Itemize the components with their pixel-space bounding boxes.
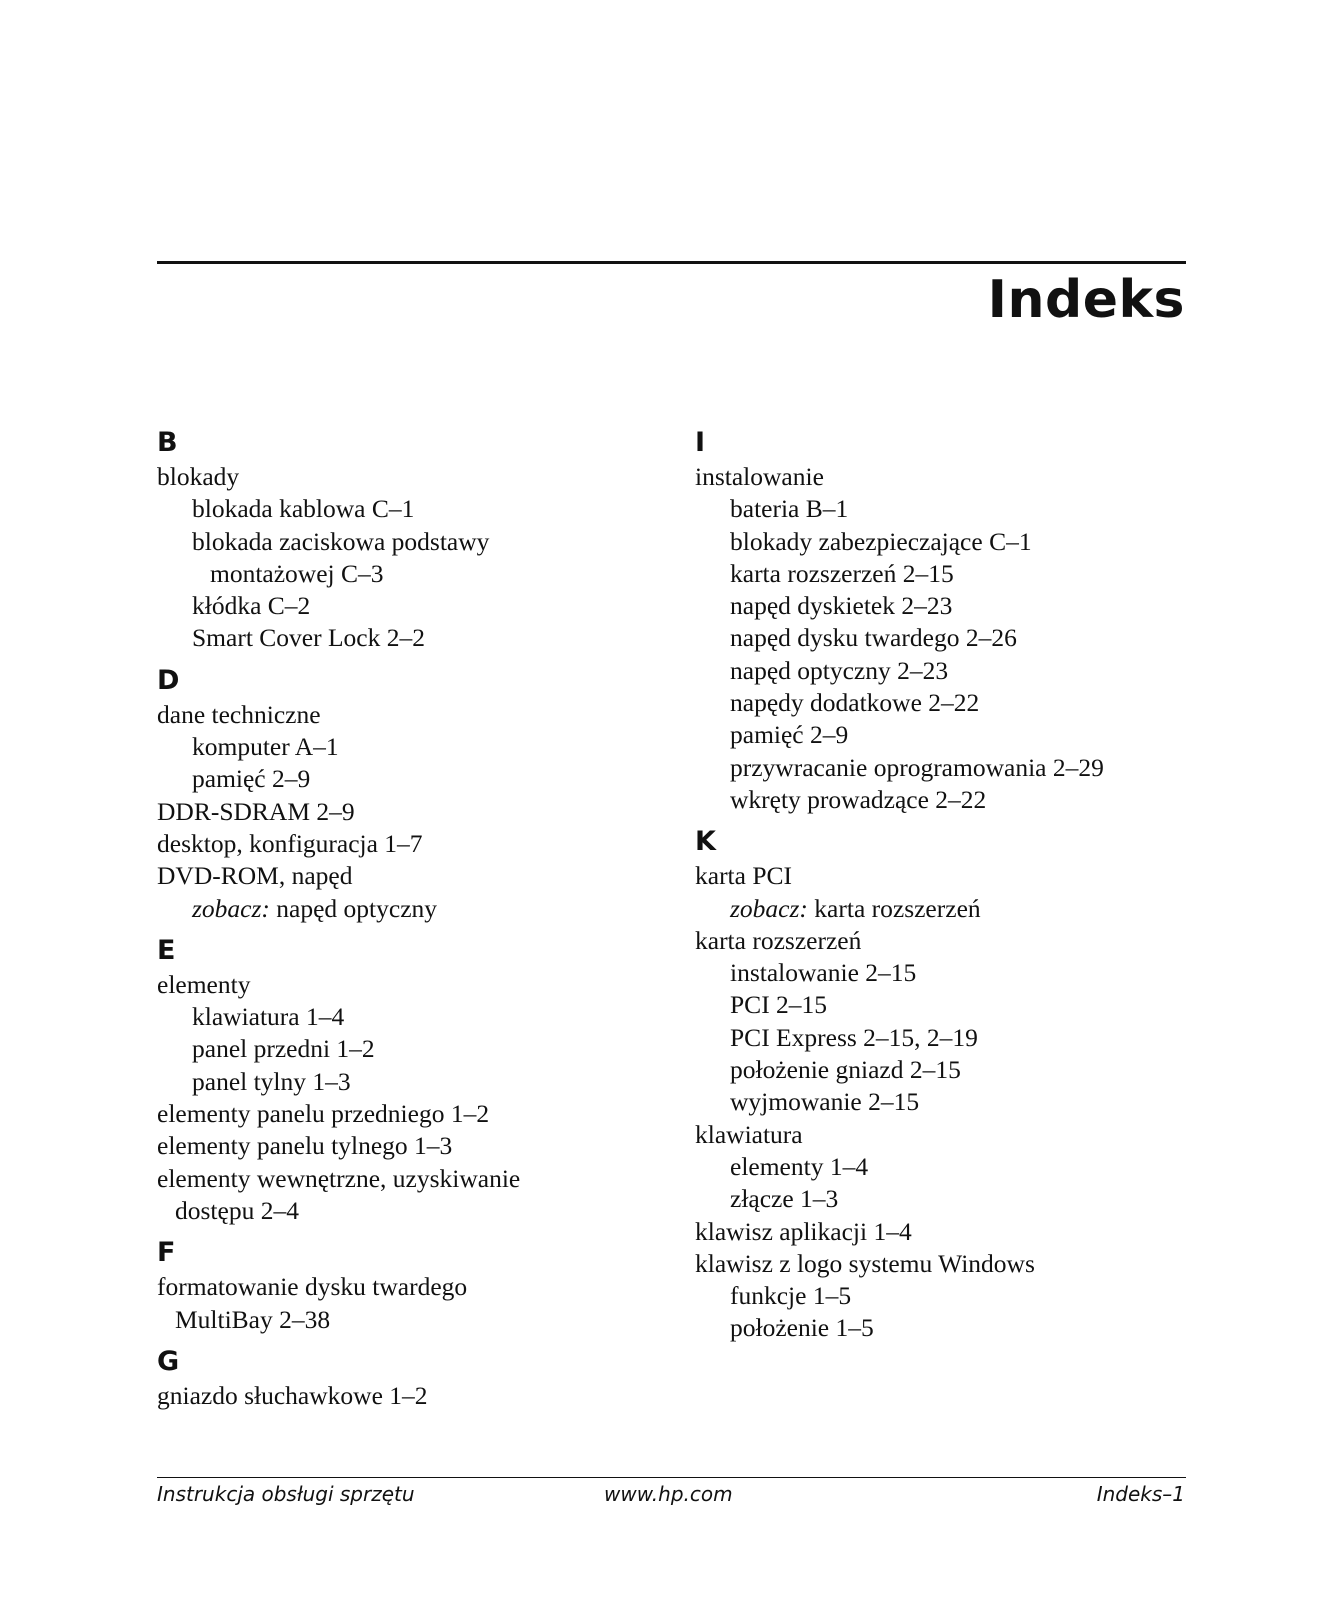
index-section-f: [157, 1235, 677, 1336]
index-subentry: panel tylny 1–3: [192, 1066, 351, 1096]
index-section-b: [157, 425, 677, 655]
index-subentry: PCI Express 2–15, 2–19: [730, 1022, 978, 1052]
index-entry: gniazdo słuchawkowe 1–2: [157, 1380, 428, 1410]
index-entry: desktop, konfiguracja 1–7: [157, 828, 423, 858]
index-subentry: montażowej C–3: [210, 558, 384, 588]
index-entry: instalowanie: [695, 462, 824, 491]
index-entry: elementy: [157, 969, 251, 999]
section-letter: G: [157, 1345, 180, 1377]
index-subentry: bateria B–1: [730, 494, 849, 524]
index-entry: blokady: [157, 462, 240, 491]
index-subentry: napęd optyczny 2–23: [730, 655, 949, 685]
index-subentry: Smart Cover Lock 2–2: [192, 623, 425, 653]
index-subentry: blokada kablowa C–1: [192, 494, 415, 524]
index-subentry: elementy 1–4: [730, 1151, 869, 1181]
index-subentry: położenie gniazd 2–15: [730, 1055, 961, 1085]
index-entry: formatowanie dysku twardego: [157, 1272, 468, 1302]
section-letter: E: [157, 934, 176, 966]
footer-manual-title: Instrukcja obsługi sprzętu: [157, 1482, 415, 1506]
index-entry: elementy panelu tylnego 1–3: [157, 1131, 453, 1161]
index-section-i: [695, 425, 1215, 816]
index-entry: karta rozszerzeń: [695, 925, 862, 955]
section-letter: I: [695, 427, 706, 458]
title-rule: [157, 261, 1186, 264]
index-subentry: napędy dodatkowe 2–22: [730, 688, 980, 718]
index-column-right: [695, 425, 1215, 1353]
footer-rule: [157, 1477, 1186, 1478]
section-letter: D: [157, 664, 180, 696]
footer-page-number: Indeks–1: [1096, 1482, 1185, 1506]
index-subentry: karta rozszerzeń 2–15: [730, 558, 954, 588]
index-subentry: pamięć 2–9: [192, 764, 311, 794]
index-entry: klawisz z logo systemu Windows: [695, 1248, 1035, 1278]
index-subentry: funkcje 1–5: [730, 1281, 852, 1311]
index-subentry: blokada zaciskowa podstawy: [192, 526, 490, 556]
index-subentry: napęd dyskietek 2–23: [730, 591, 953, 621]
index-subentry: wkręty prowadzące 2–22: [730, 784, 987, 814]
index-entry: elementy wewnętrzne, uzyskiwanie: [157, 1163, 521, 1193]
footer-url: www.hp.com: [604, 1482, 733, 1506]
index-subentry: PCI 2–15: [730, 990, 828, 1020]
index-subentry: instalowanie 2–15: [730, 958, 917, 988]
section-letter: B: [157, 427, 178, 458]
index-entry: DDR-SDRAM 2–9: [157, 796, 355, 826]
index-subentry: [157, 893, 677, 925]
index-entry: klawiatura: [695, 1119, 803, 1149]
index-entry: dostępu 2–4: [175, 1195, 299, 1225]
index-entry: klawisz aplikacji 1–4: [695, 1216, 912, 1246]
index-entry: elementy panelu przedniego 1–2: [157, 1099, 490, 1129]
index-subentry: kłódka C–2: [192, 591, 311, 621]
section-letter: F: [157, 1237, 176, 1269]
index-subentry: wyjmowanie 2–15: [730, 1087, 920, 1117]
index-section-d: [157, 663, 677, 925]
index-section-g: [157, 1344, 677, 1412]
see-reference-label: zobacz:: [730, 893, 808, 923]
index-entry: MultiBay 2–38: [175, 1304, 331, 1334]
index-subentry: przywracanie oprogramowania 2–29: [730, 752, 1104, 782]
index-section-e: [157, 933, 677, 1227]
index-subentry: blokady zabezpieczające C–1: [730, 526, 1032, 556]
index-subentry: położenie 1–5: [730, 1313, 874, 1343]
index-section-k: [695, 824, 1215, 1344]
section-letter: K: [695, 826, 716, 858]
index-entry: dane techniczne: [157, 699, 321, 729]
index-entry: DVD-ROM, napęd: [157, 861, 353, 891]
index-column-left: [157, 425, 677, 1420]
index-subentry: [695, 893, 1215, 925]
index-subentry: komputer A–1: [192, 732, 339, 762]
index-entry: karta PCI: [695, 861, 793, 891]
index-subentry: złącze 1–3: [730, 1184, 839, 1214]
index-subentry: pamięć 2–9: [730, 720, 849, 750]
see-reference-target: napęd optyczny: [269, 893, 438, 923]
index-subentry: panel przedni 1–2: [192, 1034, 375, 1064]
index-subentry: klawiatura 1–4: [192, 1002, 345, 1032]
index-subentry: napęd dysku twardego 2–26: [730, 623, 1017, 653]
see-reference-label: zobacz:: [192, 893, 270, 923]
page-title: Indeks: [987, 270, 1185, 330]
see-reference-target: karta rozszerzeń: [807, 893, 981, 923]
